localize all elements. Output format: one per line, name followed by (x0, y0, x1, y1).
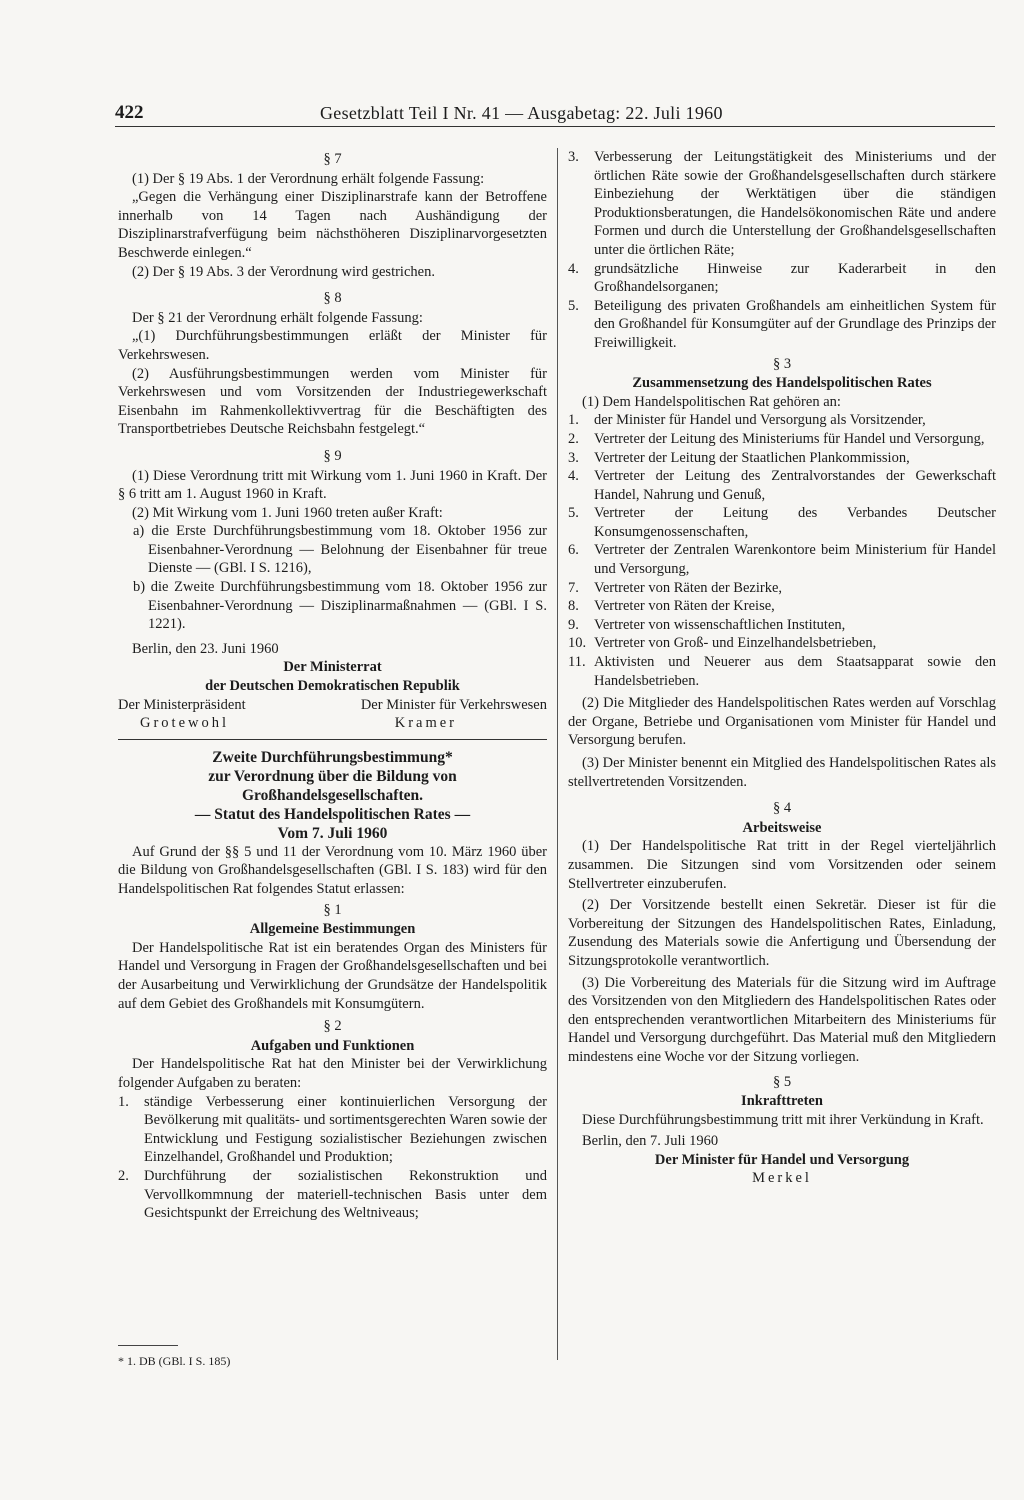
list-item: 11. Aktivisten und Neuerer aus dem Staatsapparat sowie den Handelsbetrieben. (568, 654, 996, 689)
paragraph: Der § 21 der Verordnung erhält folgende Fassung: (132, 309, 423, 326)
list-item: 10. Vertreter von Groß- und Einzelhandelsbetrieben, (568, 635, 877, 652)
paragraph: (2) Mit Wirkung vom 1. Juni 1960 treten außer Kraft: (132, 504, 443, 521)
section-heading: § 3 (772, 355, 792, 372)
paragraph: Der Handelspolitische Rat hat den Minister bei der Verwirklichung folgender Aufgaben zu beraten: (118, 1056, 547, 1091)
list-item: 5. Beteiligung des privaten Großhandels am einheitlichen System für den Großhandel für Konsumgüter auf der Grundlage des Prinzips der Freiwilligkeit. (568, 297, 996, 351)
paragraph: Der Handelspolitische Rat ist ein beratendes Organ des Ministers für Handel und Versorgung in Fragen der Großhandelsgesellschaften und bei der Ausarbeitung und Verwirklichung der Grundsätze der Handelspolitik auf dem Gebiet des Großhandels mit Konsumgütern. (118, 939, 547, 1012)
section-title: Zusammensetzung des Handelspolitischen Rates (632, 375, 932, 392)
list-item: 1. ständige Verbesserung einer kontinuierlichen Versorgung der Bevölkerung mit qualitäts- und sortimentsgerechten Waren sowie der Entwicklung und Festigung sozialistischer Beziehungen zwischen Einzelhandel, Großhandel und Produktion; (118, 1093, 547, 1166)
document-date: Vom 7. Juli 1960 (277, 824, 388, 842)
section-heading: § 1 (323, 901, 342, 918)
signing-organ: der Deutschen Demokratischen Republik (205, 678, 460, 695)
section-title: Arbeitsweise (742, 819, 822, 836)
list-item: 4. Vertreter der Leitung des Zentralvorstandes der Gewerkschaft Handel, Nahrung und Genuß, (568, 468, 996, 503)
signature-name: Merkel (752, 1170, 812, 1187)
place-date: Berlin, den 7. Juli 1960 (582, 1133, 719, 1150)
section-title: Allgemeine Bestimmungen (249, 921, 416, 938)
place-date: Berlin, den 23. Juni 1960 (132, 640, 279, 657)
footnote: * 1. DB (GBl. I S. 185) (118, 1354, 231, 1368)
document-title: Zweite Durchführungsbestimmung* (212, 748, 453, 766)
paragraph: (2) Der Vorsitzende bestellt einen Sekretär. Dieser ist für die Vorbereitung der Sitzungen des Handelspolitischen Rates, Einladung, Zusendung des Materials sowie die Anfertigung und Übersendung der Sitzungsprotokolle verantwortlich. (568, 897, 996, 969)
section-heading: § 8 (323, 290, 342, 307)
paragraph: (3) Die Vorbereitung des Materials für die Sitzung wird im Auftrage des Vorsitzenden von den Mitgliedern des Handelspolitischen Rates oder den entsprechenden verantwortlichen Mitarbeitern des Ministeriums für Handel und Versorgung durchgeführt. Das Material muß den Mitgliedern mindestens eine Woche vor der Sitzung vorliegen. (568, 974, 996, 1065)
running-title: Gesetzblatt Teil I Nr. 41 — Ausgabetag: 22. Juli 1960 (320, 103, 723, 123)
page-header (115, 104, 995, 128)
section-heading: § 9 (323, 447, 342, 464)
section-heading: § 4 (772, 800, 792, 817)
document-subtitle: — Statut des Handelspolitischen Rates — (194, 805, 471, 823)
footnote-rule (118, 1345, 178, 1346)
signing-organ: Der Ministerrat (283, 659, 382, 676)
list-item: 6. Vertreter der Zentralen Warenkontore beim Ministerium für Handel und Versorgung, (568, 542, 996, 578)
list-item: 4. grundsätzliche Hinweise zur Kaderarbeit in den Großhandelsorganen; (568, 260, 996, 296)
list-item: 9. Vertreter von wissenschaftlichen Instituten, (568, 616, 846, 633)
section-heading: § 2 (323, 1018, 342, 1035)
paragraph: Diese Durchführungsbestimmung tritt mit ihrer Verkündung in Kraft. (582, 1111, 984, 1128)
section-heading: § 5 (772, 1073, 792, 1090)
column-divider (557, 148, 558, 1360)
paragraph: (1) Diese Verordnung tritt mit Wirkung vom 1. Juni 1960 in Kraft. Der § 6 tritt am 1. August 1960 in Kraft. (118, 467, 547, 503)
signing-organ: Der Minister für Handel und Versorgung (654, 1151, 910, 1168)
list-item: b) die Zweite Durchführungsbestimmung vom 18. Oktober 1956 zur Eisenbahner-Verordnung — Disziplinarmaßnahmen — (GBl. I S. 1221). (133, 579, 547, 633)
preamble: Auf Grund der §§ 5 und 11 der Verordnung vom 10. März 1960 über die Bildung von Großhandelsgesellschaften (GBl. I S. 183) wird für den Handelspolitischen Rat folgendes Statut erlassen: (118, 843, 547, 897)
signature-name: Kramer (394, 715, 457, 732)
list-item: 7. Vertreter von Räten der Bezirke, (568, 579, 783, 596)
list-item: 2. Durchführung der sozialistischen Rekonstruktion und Vervollkommnung der materiell-technischen Basis unter dem Gesichtspunkt der Erreichung des Weltniveaus; (118, 1167, 547, 1222)
paragraph: (1) Der § 19 Abs. 1 der Verordnung erhält folgende Fassung: (132, 170, 485, 187)
section-title: Aufgaben und Funktionen (250, 1037, 415, 1054)
header-rule (115, 126, 995, 127)
list-item: 8. Vertreter von Räten der Kreise, (568, 598, 775, 615)
task-list (118, 1093, 547, 1223)
quoted-paragraph: „Gegen die Verhängung einer Disziplinarstrafe kann der Betroffene innerhalb von 14 Tagen nach Aushändigung der Disziplinarstrafverfügung beim nächsthöheren Disziplinarvorgesetzten Beschwerde einlegen.“ (118, 189, 547, 261)
signature-role: Der Minister für Verkehrswesen (360, 696, 547, 713)
signature-name: Grotewohl (140, 715, 230, 732)
paragraph: (1) Dem Handelspolitischen Rat gehören an: (582, 393, 841, 410)
list-item: 3. Vertreter der Leitung der Staatlichen Plankommission, (568, 449, 910, 466)
section-heading: § 7 (323, 151, 342, 167)
list-item: 2. Vertreter der Leitung des Ministeriums für Handel und Versorgung, (568, 430, 985, 447)
document-title: zur Verordnung über die Bildung von Großhandelsgesellschaften. (208, 767, 457, 804)
right-column (568, 148, 996, 1188)
paragraph: (2) Die Mitglieder des Handelspolitischen Rates werden auf Vorschlag der Organe, Betriebe und Organisationen vom Minister für Handel und Versorgung berufen. (568, 695, 996, 749)
paragraph: (2) Der § 19 Abs. 3 der Verordnung wird gestrichen. (132, 263, 435, 280)
list-item: 3. Verbesserung der Leitungstätigkeit des Ministeriums und der örtlichen Räte sowie der Großhandelsgesellschaften durch stärkere Einbeziehung der Werktätigen über die ständigen Produktionsberatungen, die Handelsökonomischen Räte und andere Formen und durch die Unterstellung der Großhandelsgesellschaften unter die örtlichen Räte; (568, 149, 996, 258)
signature-roles (118, 696, 547, 715)
list-item: 5. Vertreter der Leitung des Verbandes Deutscher Konsumgenossenschaften, (568, 505, 996, 540)
signature-names (118, 714, 547, 733)
list-item: a) die Erste Durchführungsbestimmung vom 18. Oktober 1956 zur Eisenbahner-Verordnung — Belohnung der Eisenbahner für treue Dienste — (GBl. I S. 1216), (133, 523, 547, 577)
paragraph: (3) Der Minister benennt ein Mitglied des Handelspolitischen Rates als stellvertretenden Vorsitzenden. (568, 755, 996, 790)
quoted-paragraph: „(1) Durchführungsbestimmungen erläßt der Minister für Verkehrswesen. (118, 328, 547, 363)
left-column (118, 148, 547, 1223)
member-list (568, 411, 996, 690)
list-item: 1. der Minister für Handel und Versorgung als Vorsitzender, (568, 412, 926, 429)
section-title: Inkrafttreten (741, 1093, 823, 1110)
page-number: 422 (115, 102, 144, 123)
paragraph: (1) Der Handelspolitische Rat tritt in der Regel vierteljährlich zusammen. Die Sitzungen sind vom Vorsitzenden oder seinem Stellvertreter einzuberufen. (568, 838, 996, 892)
quoted-paragraph: (2) Ausführungsbestimmungen werden vom Minister für Verkehrswesen und vom Vorsitzenden der Industriegewerkschaft Eisenbahn im Rahmenkollektivvertrag für die Beschäftigten des Transportbetriebes Deutsche Reichsbahn festgelegt.“ (118, 365, 547, 438)
signature-role: Der Ministerpräsident (118, 696, 246, 713)
task-list-continued (568, 148, 996, 353)
separator-rule (118, 739, 547, 740)
